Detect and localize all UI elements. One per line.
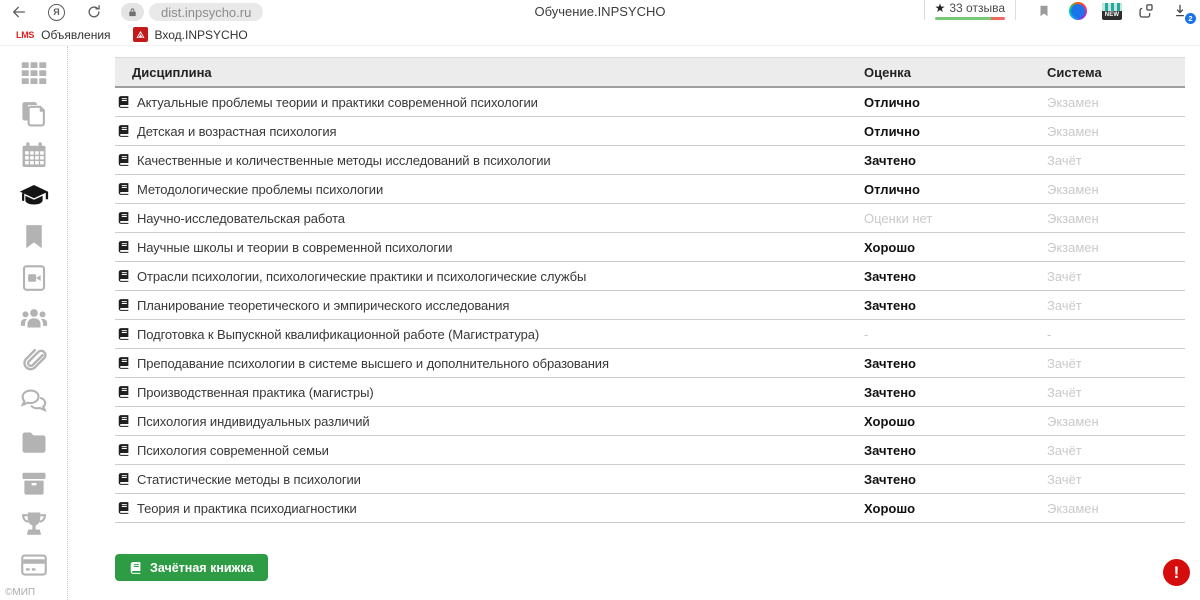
grades-table <box>115 57 1185 523</box>
bookmark-label: Вход.INPSYCHO <box>154 27 248 42</box>
table-row[interactable] <box>115 291 1185 320</box>
colorful-profile-icon <box>1069 2 1087 20</box>
collections-icon <box>1137 2 1155 20</box>
system-cell: Зачёт <box>1047 384 1082 400</box>
chat-icon <box>19 386 49 416</box>
table-row[interactable] <box>115 320 1185 349</box>
yandex-letter: Я <box>53 7 60 17</box>
grade-cell: Зачтено <box>864 152 916 168</box>
discipline-label: Статистические методы в психологии <box>137 471 361 487</box>
column-header-discipline: Дисциплина <box>132 64 212 80</box>
table-row[interactable] <box>115 436 1185 465</box>
folder-icon <box>19 427 49 457</box>
discipline-label: Психология современной семьи <box>137 442 329 458</box>
video-file-icon <box>19 263 49 293</box>
sidebar-item-dashboard[interactable] <box>19 58 49 88</box>
table-row[interactable] <box>115 465 1185 494</box>
extension-new-button[interactable] <box>1098 0 1126 22</box>
system-cell: - <box>1047 326 1052 342</box>
copyright-label: ©МИП <box>5 587 36 598</box>
discipline-link[interactable] <box>115 95 862 110</box>
discipline-link[interactable] <box>115 269 862 284</box>
grade-cell: Отлично <box>864 123 920 139</box>
rating-bar <box>935 17 1005 20</box>
discipline-link[interactable] <box>115 356 862 371</box>
book-icon <box>117 182 131 196</box>
grade-cell: Зачтено <box>864 384 916 400</box>
bookmarks-bar <box>0 24 1200 46</box>
bookmark-flag-icon <box>1037 3 1051 19</box>
sidebar-item-education[interactable] <box>19 181 49 211</box>
grade-cell: Хорошо <box>864 500 916 516</box>
book-icon <box>117 327 131 341</box>
trophy-icon <box>19 509 49 539</box>
archive-icon <box>19 468 49 498</box>
book-icon <box>117 356 131 370</box>
system-cell: Экзамен <box>1047 94 1099 110</box>
column-header-grade: Оценка <box>864 64 911 80</box>
grade-cell: - <box>864 326 869 342</box>
discipline-label: Психология индивидуальных различий <box>137 413 370 429</box>
discipline-label: Актуальные проблемы теории и практики современной психологии <box>137 94 538 110</box>
discipline-label: Научно-исследовательская работа <box>137 210 345 226</box>
main-content <box>68 46 1200 600</box>
system-cell: Зачёт <box>1047 152 1082 168</box>
browser-toolbar <box>0 0 1200 24</box>
book-icon <box>117 269 131 283</box>
table-row[interactable] <box>115 88 1185 117</box>
site-security-badge[interactable] <box>121 3 144 21</box>
mip-logo-favicon <box>133 27 148 42</box>
system-cell: Зачёт <box>1047 268 1082 284</box>
credit-card-icon <box>19 550 49 580</box>
graduation-cap-icon <box>19 181 49 211</box>
system-cell: Экзамен <box>1047 123 1099 139</box>
book-icon <box>117 298 131 312</box>
book-icon <box>117 501 131 515</box>
table-row[interactable] <box>115 349 1185 378</box>
table-row[interactable] <box>115 262 1185 291</box>
star-icon: ★ <box>934 1 946 15</box>
system-cell: Экзамен <box>1047 181 1099 197</box>
calendar-icon <box>19 140 49 170</box>
discipline-label: Планирование теоретического и эмпирического исследования <box>137 297 510 313</box>
new-badge-label: NEW <box>1104 11 1120 18</box>
discipline-link[interactable] <box>115 240 862 255</box>
system-cell: Зачёт <box>1047 471 1082 487</box>
table-row[interactable] <box>115 378 1185 407</box>
book-icon <box>117 472 131 486</box>
address-bar[interactable] <box>149 3 263 21</box>
site-reviews-widget[interactable] <box>924 0 1016 20</box>
bookmark-page-button[interactable] <box>1030 0 1058 22</box>
system-cell: Экзамен <box>1047 210 1099 226</box>
sidebar-item-groups[interactable] <box>19 304 49 334</box>
table-row[interactable] <box>115 146 1185 175</box>
gradebook-button[interactable] <box>115 554 268 581</box>
grade-cell: Зачтено <box>864 297 916 313</box>
book-icon <box>117 443 131 457</box>
sidebar-item-attachments[interactable] <box>19 345 49 375</box>
sidebar-item-archive[interactable] <box>19 468 49 498</box>
grade-cell: Отлично <box>864 94 920 110</box>
discipline-link[interactable] <box>115 385 862 400</box>
table-row[interactable] <box>115 117 1185 146</box>
alert-button[interactable] <box>1163 559 1190 586</box>
discipline-label: Качественные и количественные методы исследований в психологии <box>137 152 551 168</box>
users-icon <box>19 304 49 334</box>
bookmark-icon <box>19 222 49 252</box>
sidebar-item-materials[interactable] <box>19 99 49 129</box>
discipline-label: Теория и практика психодиагностики <box>137 500 357 516</box>
book-icon <box>117 124 131 138</box>
table-row[interactable] <box>115 175 1185 204</box>
sidebar-item-bookmarks[interactable] <box>19 222 49 252</box>
url-text: dist.inpsycho.ru <box>161 4 252 20</box>
grade-cell: Оценки нет <box>864 210 933 226</box>
back-button[interactable] <box>4 1 34 23</box>
discipline-link[interactable] <box>115 443 862 458</box>
book-icon <box>117 385 131 399</box>
discipline-link[interactable] <box>115 211 862 226</box>
grade-cell: Зачтено <box>864 355 916 371</box>
discipline-link[interactable] <box>115 298 862 313</box>
sidebar-item-messages[interactable] <box>19 386 49 416</box>
discipline-label: Отрасли психологии, психологические практики и психологические службы <box>137 268 587 284</box>
refresh-icon <box>86 4 102 20</box>
grade-cell: Хорошо <box>864 239 916 255</box>
discipline-link[interactable] <box>115 327 862 342</box>
discipline-link[interactable] <box>115 153 862 168</box>
book-icon <box>117 153 131 167</box>
discipline-label: Подготовка к Выпускной квалификационной работе (Магистратура) <box>137 326 540 342</box>
downloads-count-badge: 2 <box>1185 13 1196 24</box>
sidebar-item-videos[interactable] <box>19 263 49 293</box>
discipline-label: Научные школы и теории в современной психологии <box>137 239 453 255</box>
sidebar-item-schedule[interactable] <box>19 140 49 170</box>
paperclip-icon <box>19 345 49 375</box>
sidebar-item-achievements[interactable] <box>19 509 49 539</box>
discipline-label: Производственная практика (магистры) <box>137 384 374 400</box>
discipline-link[interactable] <box>115 182 862 197</box>
system-cell: Экзамен <box>1047 413 1099 429</box>
table-row[interactable] <box>115 233 1185 262</box>
discipline-link[interactable] <box>115 472 862 487</box>
extension-profile-button[interactable] <box>1064 0 1092 22</box>
exclamation-icon: ! <box>1173 562 1180 582</box>
reviews-count: 33 отзыва <box>949 1 1005 15</box>
discipline-link[interactable] <box>115 501 862 516</box>
grade-cell: Хорошо <box>864 413 916 429</box>
table-row[interactable] <box>115 204 1185 233</box>
table-header-row <box>115 57 1185 88</box>
column-header-system: Система <box>1047 64 1102 80</box>
bookmark-item-announcements[interactable] <box>8 25 119 45</box>
new-extension-icon <box>1102 3 1122 20</box>
sidebar-item-payments[interactable] <box>19 550 49 580</box>
book-icon <box>117 414 131 428</box>
system-cell: Экзамен <box>1047 239 1099 255</box>
book-icon <box>117 95 131 109</box>
book-icon <box>129 561 143 575</box>
discipline-label: Преподавание психологии в системе высшего и дополнительного образования <box>137 355 609 371</box>
downloads-button[interactable] <box>1166 0 1194 22</box>
sidebar-item-files[interactable] <box>19 427 49 457</box>
discipline-link[interactable] <box>115 414 862 429</box>
table-row[interactable] <box>115 494 1185 523</box>
system-cell: Зачёт <box>1047 355 1082 371</box>
system-cell: Экзамен <box>1047 500 1099 516</box>
back-arrow-icon <box>11 4 27 20</box>
table-row[interactable] <box>115 407 1185 436</box>
gradebook-button-label: Зачётная книжка <box>150 560 254 575</box>
page-title: Обучение.INPSYCHO <box>534 4 666 19</box>
discipline-label: Методологические проблемы психологии <box>137 181 384 197</box>
book-icon <box>117 211 131 225</box>
copy-pages-icon <box>19 99 49 129</box>
grade-cell: Отлично <box>864 181 920 197</box>
lms-favicon: LMS <box>16 29 35 40</box>
discipline-label: Детская и возрастная психология <box>137 123 337 139</box>
yandex-profile-button[interactable] <box>48 4 65 21</box>
book-icon <box>117 240 131 254</box>
bookmark-item-login[interactable] <box>125 25 256 45</box>
lock-icon <box>127 7 138 18</box>
grade-cell: Зачтено <box>864 268 916 284</box>
grade-cell: Зачтено <box>864 471 916 487</box>
grade-cell: Зачтено <box>864 442 916 458</box>
bookmark-label: Объявления <box>41 27 111 42</box>
system-cell: Зачёт <box>1047 297 1082 313</box>
system-cell: Зачёт <box>1047 442 1082 458</box>
table-body <box>115 88 1185 523</box>
grid-icon <box>19 58 49 88</box>
discipline-link[interactable] <box>115 124 862 139</box>
app-sidebar <box>0 46 68 600</box>
refresh-button[interactable] <box>79 1 109 23</box>
collections-button[interactable] <box>1132 0 1160 22</box>
